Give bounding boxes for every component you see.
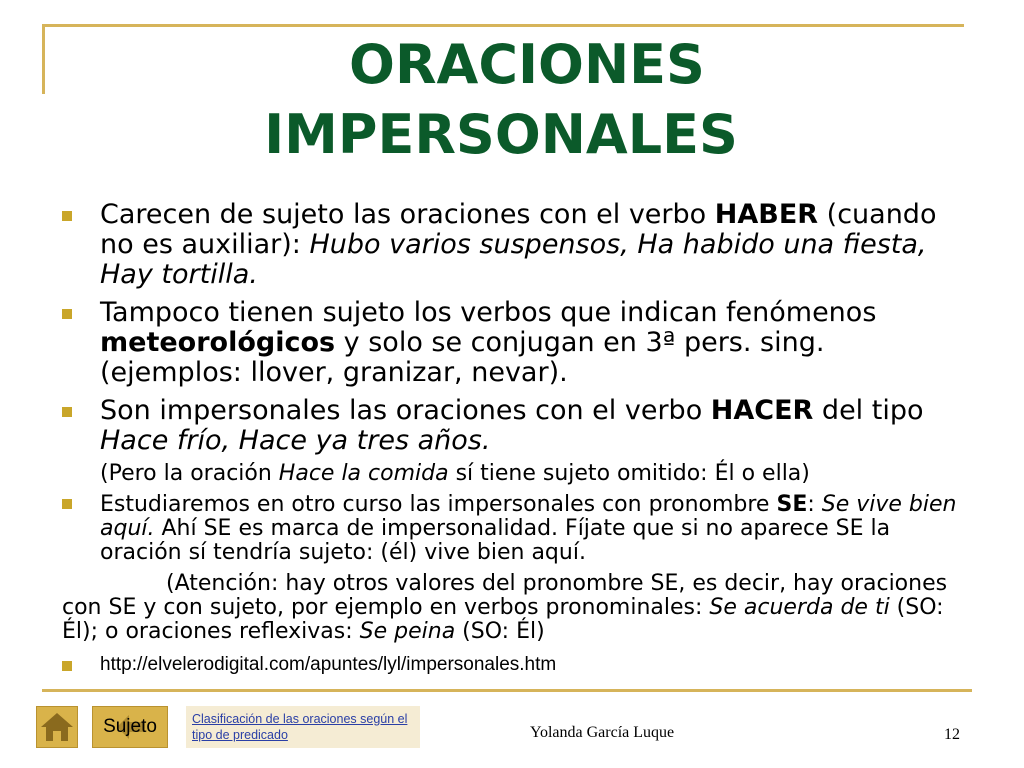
bullet-meteorologicos: Tampoco tienen sujeto los verbos que indican fenómenos meteorológicos y solo se conjugan en 3ª pers. sing. (ejemplos: llover, granizar, nevar). (100, 297, 877, 388)
bullet-marker (62, 407, 72, 417)
frame-bottom-line (42, 689, 972, 692)
slide-title-line-1: ORACIONES (349, 33, 705, 96)
sujeto-button[interactable] (92, 706, 168, 748)
bullet-pronombre-se: Estudiaremos en otro curso las impersonales con pronombre SE: Se vive bien aquí. Ahí SE es marca de impersonalidad. Fíjate que si no aparece SE la oración sí tendría sujeto: (él) vive bien aquí. (100, 492, 957, 565)
home-button[interactable] (36, 706, 78, 748)
bullet-haber: Carecen de sujeto las oraciones con el verbo HABER (cuando no es auxiliar): Hubo varios suspensos, Ha habido una fiesta, Hay tortilla. (100, 199, 937, 290)
page-number: 12 (944, 726, 960, 743)
bullet-marker (62, 499, 72, 509)
slide-title-line-2: IMPERSONALES (264, 103, 738, 166)
home-icon (37, 707, 77, 747)
note-hace-la-comida: (Pero la oración Hace la comida sí tiene sujeto omitido: Él o ella) (100, 461, 810, 486)
bullet-marker (62, 211, 72, 221)
bullet-hacer: Son impersonales las oraciones con el verbo HACER del tipo Hace frío, Hace ya tres años. (100, 395, 924, 456)
attention-paragraph: (Atención: hay otros valores del pronombre SE, es decir, hay oraciones con SE y con sujeto, por ejemplo en verbos pronominales: Se acuerda de ti (SO: Él); o oraciones reflexivas: Se peina (SO: Él) (62, 571, 948, 644)
bullet-marker (62, 309, 72, 319)
author-name: Yolanda García Luque (530, 724, 675, 741)
frame-top-line (42, 24, 964, 27)
clasificacion-oraciones-link[interactable]: Clasificación de las oraciones según el tipo de predicado (186, 706, 420, 748)
impersonales-url-link[interactable]: http://elvelerodigital.com/apuntes/lyl/impersonales.htm (100, 654, 557, 675)
bullet-marker (62, 661, 72, 671)
sujeto-button-label: Sujeto (103, 716, 157, 737)
